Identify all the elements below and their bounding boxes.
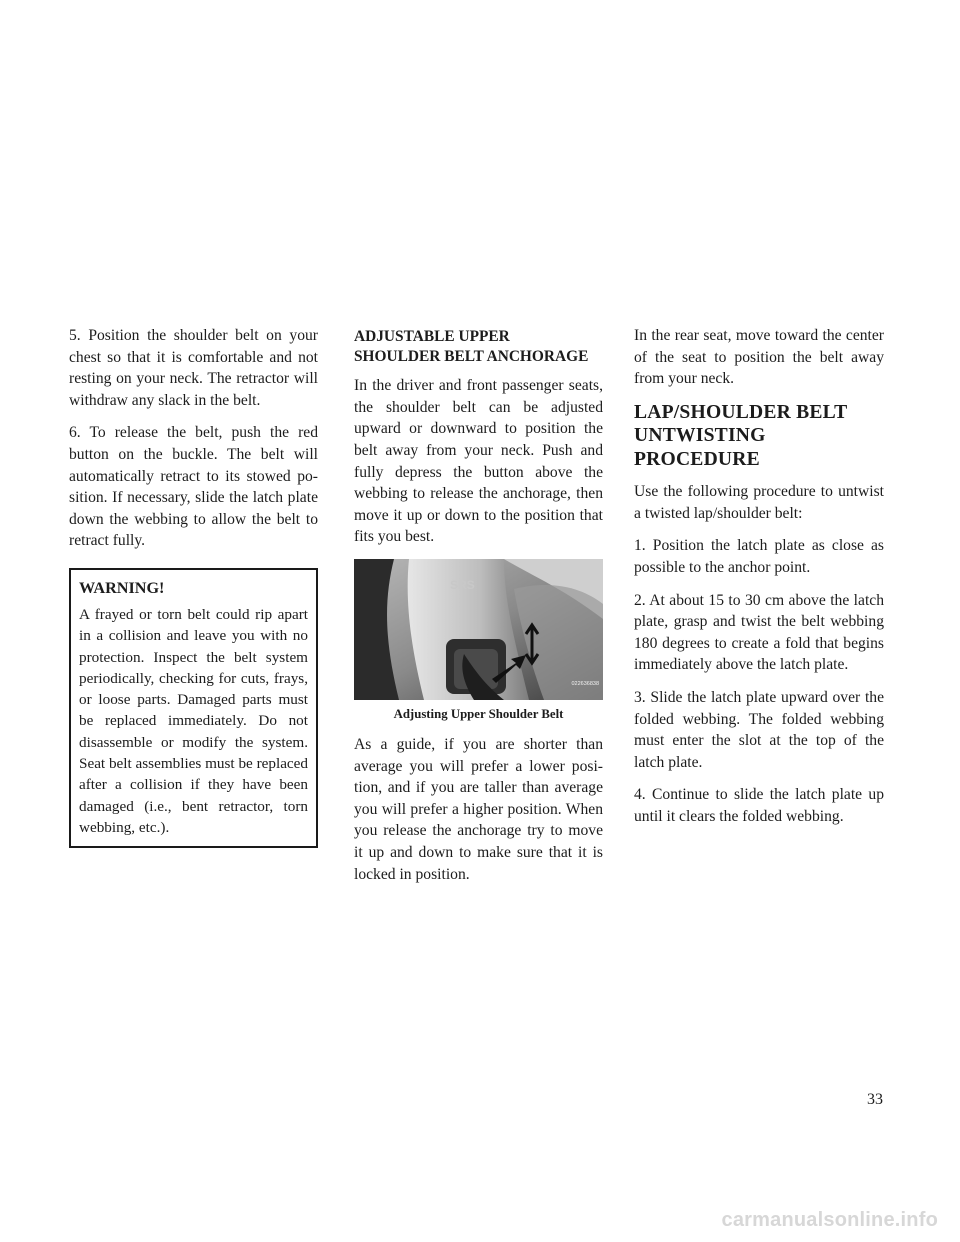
heading-line-1: ADJUSTABLE UPPER bbox=[354, 328, 510, 345]
rear-seat-paragraph: In the rear seat, move toward the center of the seat to position the belt away from your neck. bbox=[634, 327, 884, 388]
procedure-lead: Use the following procedure to untwist a twisted lap/shoulder belt: bbox=[634, 483, 884, 522]
step-6-paragraph: 6. To release the belt, push the red button on the buckle. The belt will automatically retract to its stowed position. If necessary, slide the latch plate down the webbing to allow the belt to retract fully. bbox=[69, 424, 318, 550]
left-column bbox=[69, 325, 318, 848]
shoulder-belt-figure bbox=[354, 559, 603, 700]
anchorage-paragraph: In the driver and front passenger seats, the shoulder belt can be adjusted upward or downward to position the belt away from your neck. Push and fully depress the button above the webbing to release the anchorage, then move it up or down to the position that fits you best. bbox=[354, 377, 603, 546]
warning-title: WARNING! bbox=[79, 578, 165, 597]
middle-column bbox=[354, 327, 603, 896]
step-5-paragraph: 5. Position the shoulder belt on your chest so that it is comfortable and not resting on your neck. The retractor will withdraw any slack in the belt. bbox=[69, 327, 318, 409]
procedure-step: 3. Slide the latch plate upward over the folded webbing. The folded webbing must enter the slot at the top of the latch plate. bbox=[634, 689, 884, 771]
page-number: 33 bbox=[867, 1091, 883, 1108]
warning-box bbox=[69, 568, 318, 848]
heading-line-2: SHOULDER BELT ANCHORAGE bbox=[354, 347, 589, 365]
procedure-step: 2. At about 15 to 30 cm above the latch plate, grasp and twist the belt webbing 180 degrees to create a fold that begins immediately above the latch plate. bbox=[634, 591, 884, 674]
section-heading-adjustable-anchorage bbox=[354, 327, 603, 366]
right-column bbox=[634, 325, 884, 839]
figure-code: 022636838 bbox=[571, 681, 599, 688]
footer-watermark: carmanualsonline.info bbox=[721, 1209, 938, 1231]
shoulder-belt-illustration bbox=[354, 559, 603, 700]
svg-text:SRS: SRS bbox=[450, 577, 475, 592]
heading-line-2: UNTWISTING PROCEDURE bbox=[634, 425, 766, 470]
guide-paragraph: As a guide, if you are shorter than average you will prefer a lower position, and if you are taller than average you will prefer a higher position. When you release the anchorage try to move it up and down to make sure that it is locked in position. bbox=[354, 735, 603, 883]
procedure-step: 1. Position the latch plate as close as possible to the anchor point. bbox=[634, 537, 884, 577]
procedure-step: 4. Continue to slide the latch plate up until it clears the folded webbing. bbox=[634, 786, 884, 825]
section-heading-untwisting bbox=[634, 401, 884, 472]
figure-caption: Adjusting Upper Shoulder Belt bbox=[393, 706, 564, 721]
warning-text: A frayed or torn belt could rip apart in a collision and leave you with no protection. Inspect the belt system periodically, checking for cuts, frays, or loose parts. Damaged parts must be replaced immediately. Do not disassemble or modify the system. Seat belt assemblies must be replaced after a collision if they have been damaged (i.e., bent retractor, torn webbing, etc.). bbox=[79, 605, 309, 836]
heading-line-1: LAP/SHOULDER BELT bbox=[634, 401, 848, 423]
